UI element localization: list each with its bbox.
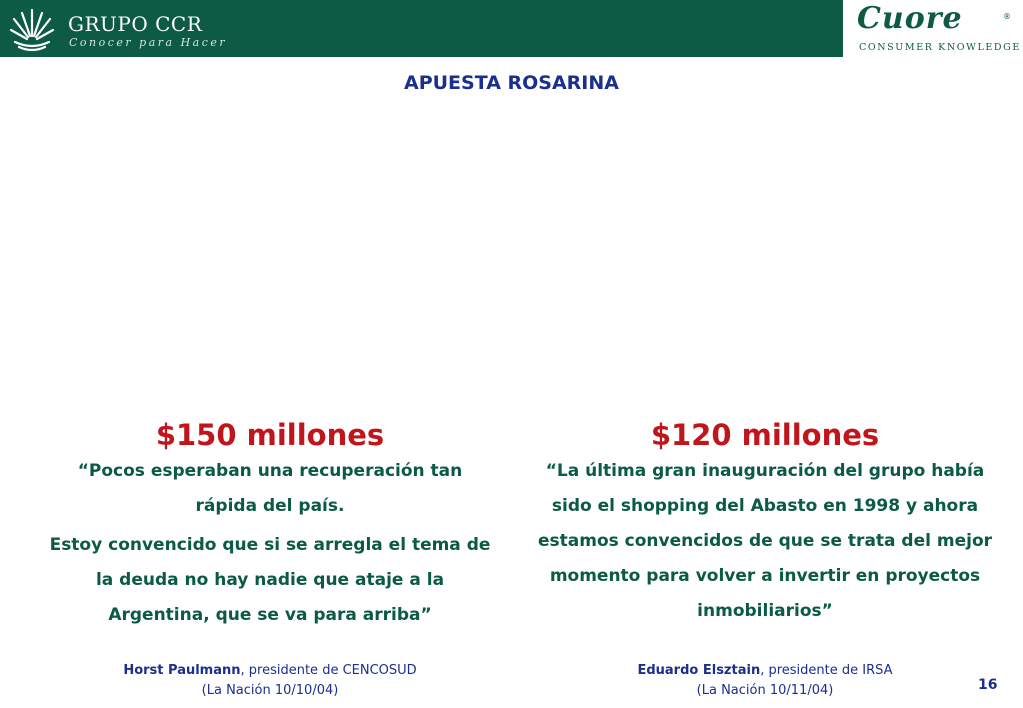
right-author: Eduardo Elsztain <box>637 663 761 678</box>
brand-name: GRUPO CCR <box>68 12 203 36</box>
left-role: , presidente de CENCOSUD <box>240 663 417 678</box>
right-attribution <box>530 661 1000 701</box>
left-attribution <box>45 661 495 701</box>
left-source: (La Nación 10/10/04) <box>201 683 339 698</box>
left-quote-paragraph-2: Estoy convencido que si se arregla el tema de la deuda no hay nadie que ataje a la Argentina, que se va para arriba” <box>49 535 491 625</box>
right-role: , presidente de IRSA <box>760 663 893 678</box>
left-author: Horst Paulmann <box>123 663 241 678</box>
right-source: (La Nación 10/11/04) <box>696 683 834 698</box>
right-quote-paragraph-1: “La última gran inauguración del grupo había sido el shopping del Abasto en 1998 y ahora estamos convencidos de que se trata del mejor momento para volver a invertir en proyectos inmobiliarios” <box>537 461 993 621</box>
right-column <box>530 416 1000 629</box>
partner-logo-box <box>843 0 1023 57</box>
left-quote <box>45 454 495 633</box>
left-column <box>45 416 495 633</box>
slide-title: APUESTA ROSARINA <box>403 72 619 94</box>
grupo-ccr-logo-icon <box>9 6 55 52</box>
partner-subtitle: CONSUMER KNOWLEDGE <box>859 42 1021 53</box>
right-quote <box>530 454 1000 629</box>
header-bar <box>0 0 1023 57</box>
page-number: 16 <box>978 677 998 693</box>
registered-mark-icon: ® <box>1003 12 1011 21</box>
right-amount: $120 millones <box>650 418 880 452</box>
left-amount: $150 millones <box>155 418 385 452</box>
brand-tagline: Conocer para Hacer <box>69 36 228 49</box>
left-quote-paragraph-1: “Pocos esperaban una recuperación tan rápida del país. <box>77 461 463 516</box>
partner-logo: Cuore <box>857 1 963 36</box>
